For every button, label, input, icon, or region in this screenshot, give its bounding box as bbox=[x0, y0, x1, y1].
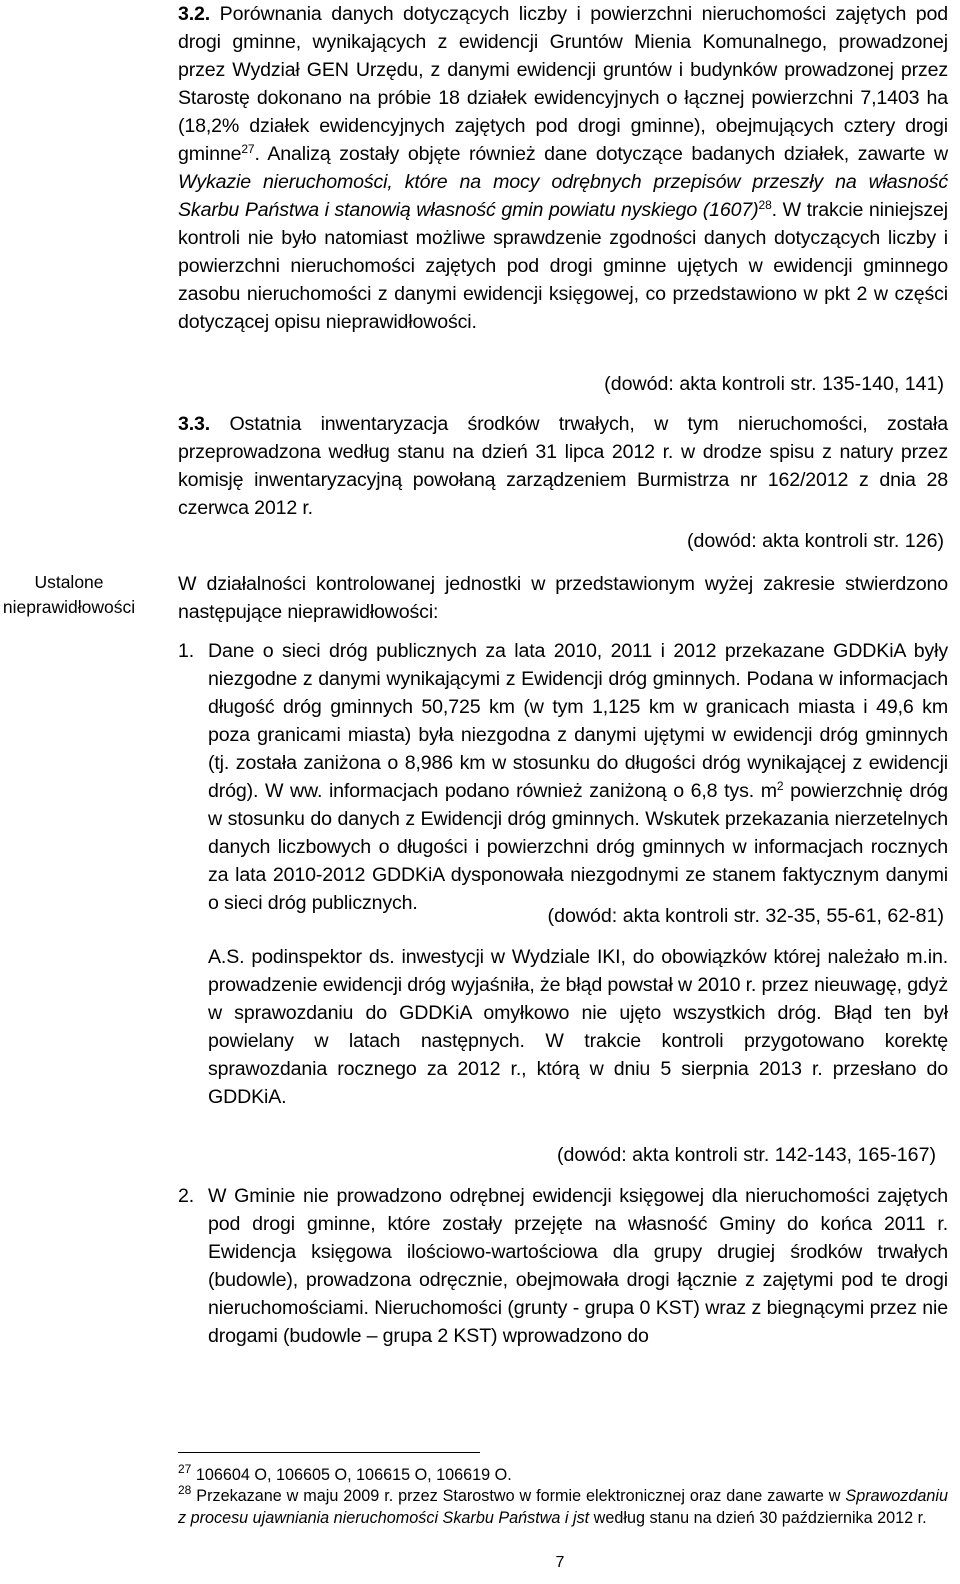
sidebar-label: Ustalone nieprawidłowości bbox=[2, 572, 136, 617]
item-body: W Gminie nie prowadzono odrębnej ewidencji księgowej dla nieruchomości zajętych pod drogi gminne, które zostały przejęte na własność Gminy do końca 2011 r. Ewidencja księgowa ilościowo-wartościowa dla grupy drugiej środków trwałych (budowle), prowadzona odręcznie, obejmowała drogi łącznie z zajętymi pod te drogi nieruchomościami. Nieruchomości (grunty - grupa 0 KST) wraz z biegnącymi przez nie drogami (budowle – grupa 2 KST) wprowadzono do bbox=[208, 1185, 948, 1347]
footnote-separator bbox=[178, 1452, 480, 1453]
footnote-ref-28[interactable]: 28 bbox=[758, 198, 772, 212]
irregularity-item-1 bbox=[178, 637, 948, 917]
evidence-note: (dowód: akta kontroli str. 142-143, 165-167) bbox=[556, 1144, 936, 1166]
evidence-note: (dowód: akta kontroli str. 126) bbox=[686, 530, 944, 552]
item-number: 2. bbox=[178, 1185, 195, 1207]
section-3-3-paragraph: 3.3. Ostatnia inwentaryzacja środków trwałych, w tym nieruchomości, została przeprowadzona według stanu na dzień 31 lipca 2012 r. w drodze spisu z natury przez komisję inwentaryzacyjną powołaną zarządzeniem Burmistrza nr 162/2012 z dnia 28 czerwca 2012 r. bbox=[178, 413, 948, 519]
superscript: 2 bbox=[776, 779, 784, 793]
footnote-27: $^{27}$ 106604 O, 106605 O, 106615 O, 106619 O. bbox=[178, 1462, 512, 1484]
evidence-note: (dowód: akta kontroli str. 135-140, 141) bbox=[604, 373, 944, 395]
italic-title: Wykazie nieruchomości, które na mocy odrębnych przepisów przeszły na własność Skarbu Państwa i stanowią własność gmin powiatu nyskiego (1607) bbox=[178, 171, 948, 221]
item-number: 1. bbox=[178, 640, 195, 662]
item-body: Dane o sieci dróg publicznych za lata 2010, 2011 i 2012 przekazane GDDKiA były niezgodne z danymi wynikającymi z Ewidencji dróg gminnych. Podana w informacjach długość dróg gminnych 50,725 km (w tym 1,125 km w granicach miasta i 49,6 km poza granicami miasta) była niezgodna z danymi ujętymi w ewidencji dróg gminnych (tj. została zaniżona o 8,986 km w stosunku do długości dróg wynikającej z ewidencji dróg). W ww. informacjach podano również zaniżoną o 6,8 tys. $m^2$ powierzchnię dróg w stosunku do danych z Ewidencji dróg gminnych. Wskutek przekazania nierzetelnych danych liczbowych o długości i powierzchni dróg gminnych w informacjach rocznych za lata 2010-2012 GDDKiA dysponowała niezgodnymi ze stanem faktycznym danymi o sieci dróg publicznych. bbox=[208, 640, 948, 914]
page-number: 7 bbox=[555, 1554, 565, 1571]
section-number: 3.2. bbox=[178, 3, 211, 25]
evidence-note: (dowód: akta kontroli str. 32-35, 55-61, 62-81) bbox=[547, 905, 944, 927]
section-3-2-paragraph: 3.2. Porównania danych dotyczących liczby i powierzchni nieruchomości zajętych pod drogi gminne, wynikających z ewidencji Gruntów Mienia Komunalnego, prowadzonej przez Wydział GEN Urzędu, z danymi ewidencji gruntów i budynków prowadzonej przez Starostę dokonano na próbie 18 działek ewidencyjnych o łącznej powierzchni 7,1403 ha (18,2% działek ewidencyjnych zajętych pod drogi gminne), obejmujących cztery drogi gminne$^{27}$. Analizą zostały objęte również dane dotyczące badanych działek, zawarte w Wykazie nieruchomości, które na mocy odrębnych przepisów przeszły na własność Skarbu Państwa i stanowią własność gmin powiatu nyskiego $(1607)^{28}$. W trakcie niniejszej kontroli nie było natomiast możliwe sprawdzenie zgodności danych dotyczących liczby i powierzchni nieruchomości zajętych pod drogi gminne ujętych w ewidencji gminnego zasobu nieruchomości z danymi ewidencji księgowej, co przedstawiono w pkt 2 w części dotyczącej opisu nieprawidłowości. bbox=[178, 3, 949, 333]
footnote-ref-27[interactable]: 27 bbox=[241, 142, 255, 156]
explanation-paragraph: A.S. podinspektor ds. inwestycji w Wydziale IKI, do obowiązków której należało m.in. prowadzenie ewidencji dróg wyjaśniła, że błąd powstał w 2010 r. przez nieuwagę, gdyż w sprawozdaniu do GDDKiA omyłkowo nie ujęto wszystkich dróg. Błąd ten był powielany w latach następnych. W trakcie kontroli przygotowano korektę sprawozdania rocznego za 2012 r., którą w dniu 5 sierpnia 2013 r. przesłano do GDDKiA. bbox=[208, 946, 949, 1108]
section-number: 3.3. bbox=[178, 413, 211, 435]
footnote-28: $^{28}$ Przekazane w maju 2009 r. przez Starostwo w formie elektronicznej oraz dane zawarte w Sprawozdaniu z procesu ujawniania nieruchomości Skarbu Państwa i jst według stanu na dzień 30 października 2012 r. bbox=[178, 1483, 949, 1527]
irregularity-item-2 bbox=[178, 1182, 948, 1350]
irregularities-intro: W działalności kontrolowanej jednostki w przedstawionym wyżej zakresie stwierdzono następujące nieprawidłowości: bbox=[178, 573, 948, 623]
